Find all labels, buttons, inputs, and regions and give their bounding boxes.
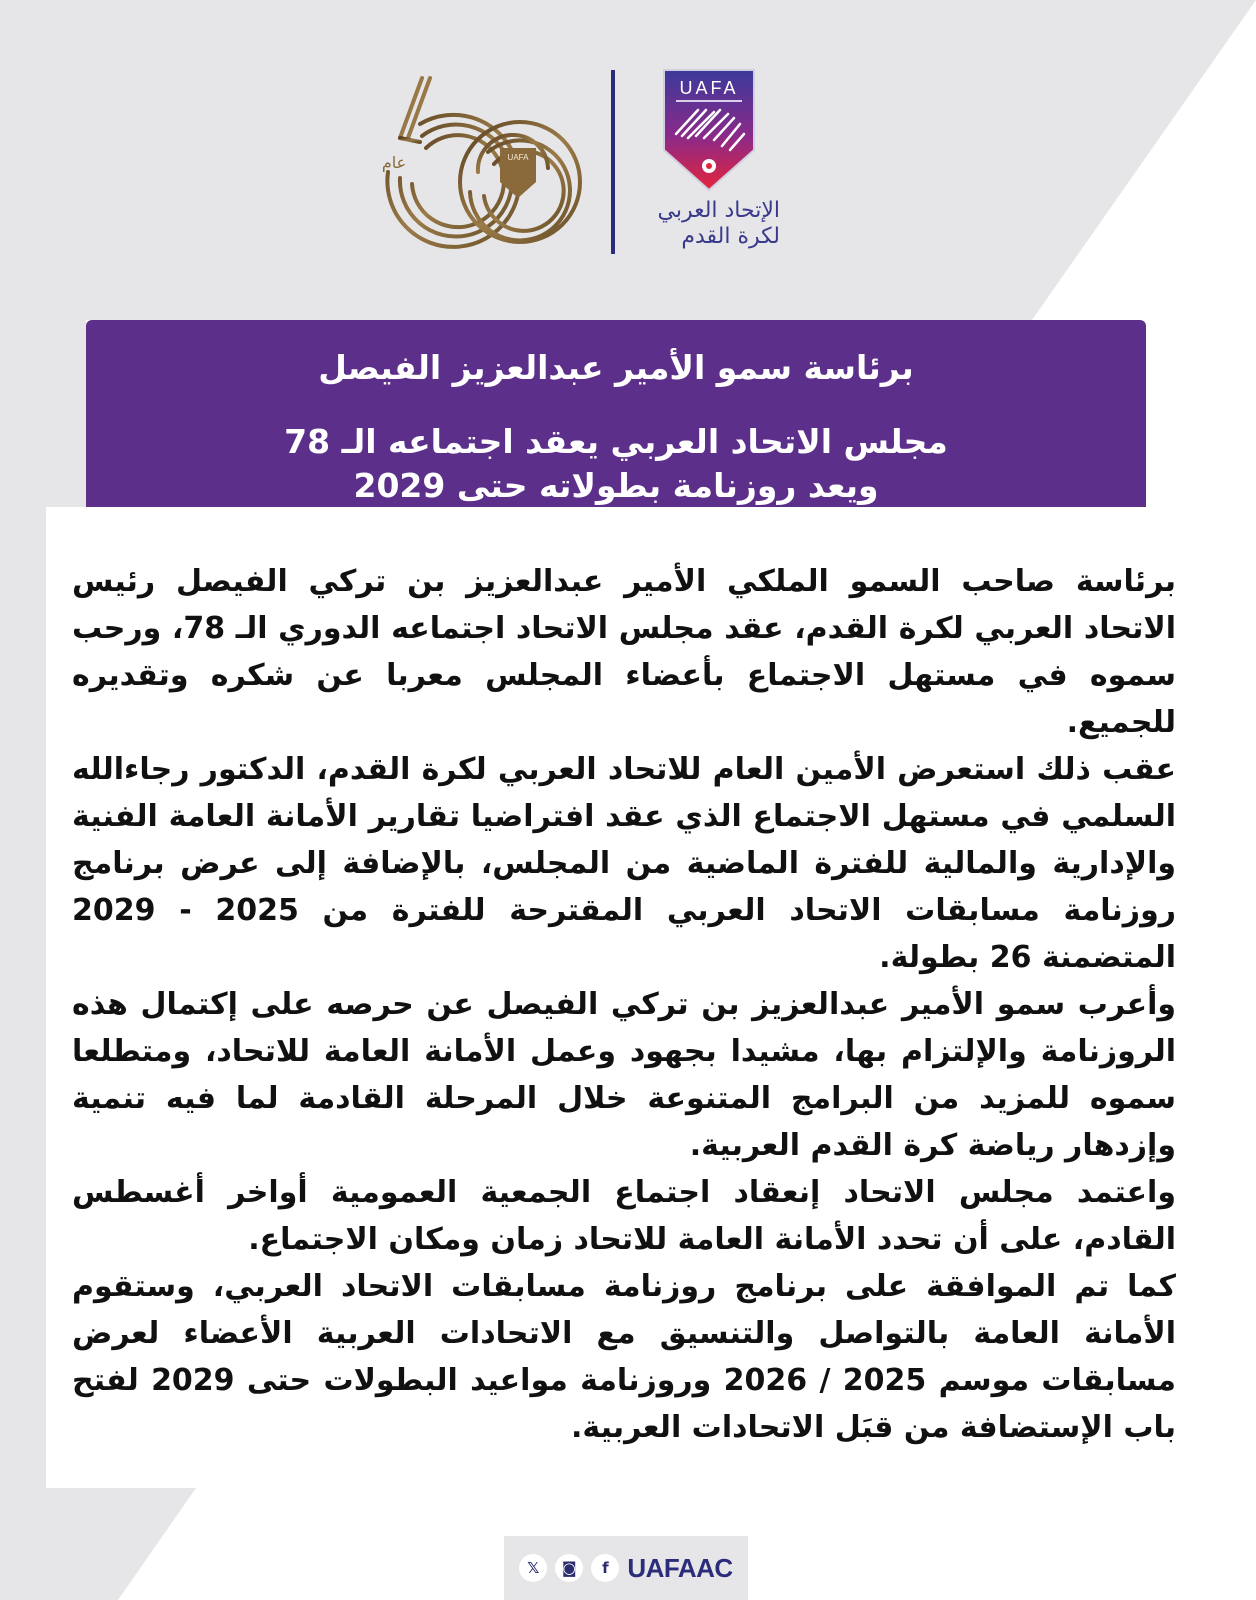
headline-title-line1: مجلس الاتحاد العربي يعقد اجتماعه الـ 78 [284,422,948,461]
uafa-name-line2: لكرة القدم [681,224,780,249]
headline-banner [86,320,1146,538]
headline-subtitle: برئاسة سمو الأمير عبدالعزيز الفيصل [318,348,914,387]
uafa-name-line1: الإتحاد العربي [657,198,780,223]
uafa-name-text [620,198,780,250]
article-body [72,558,1176,1451]
social-handle: UAFAAC [627,1552,733,1583]
article-paragraph: عقب ذلك استعرض الأمين العام للاتحاد العربي لكرة القدم، الدكتور رجاءالله السلمي في مستهل الاجتماع الذي عقد افتراضيا تقارير الأمانة العامة الفنية والإدارية والمالية للفترة الماضية من المجلس، بالإضافة إلى عرض برنامج روزنامة مسابقات الاتحاد العربي المقترحة للفترة من 2025 - 2029 المتضمنة 26 بطولة. [72,752,1176,975]
svg-text:عام: عام [381,153,407,172]
article-paragraph: برئاسة صاحب السمو الملكي الأمير عبدالعزيز بن تركي الفيصل رئيس الاتحاد العربي لكرة القدم، عقد مجلس الاتحاد اجتماعه الدوري الـ 78، ورحب سموه في مستهل الاجتماع بأعضاء المجلس معربا عن شكره وتقديره للجميع. [72,564,1176,740]
anniversary-50-logo [360,72,590,252]
article-paragraph: واعتمد مجلس الاتحاد إنعقاد اجتماع الجمعية العمومية أواخر أغسطس القادم، على أن تحدد الأمانة العامة للاتحاد زمان ومكان الاجتماع. [72,1175,1176,1257]
instagram-icon[interactable]: ◙ [555,1554,583,1582]
article-paragraph: وأعرب سمو الأمير عبدالعزيز بن تركي الفيصل عن حرصه على إكتمال هذه الروزنامة والإلتزام بها، مشيدا بجهود وعمل الأمانة العامة للاتحاد، ومتطلعا سموه للمزيد من البرامج المتنوعة خلال المرحلة القادمة لما فيه تنمية وإزدهار رياضة كرة القدم العربية. [72,987,1176,1163]
facebook-icon[interactable]: f [591,1554,619,1582]
x-icon[interactable]: 𝕏 [519,1554,547,1582]
headline-title-line2: ويعد روزنامة بطولاته حتى 2029 [353,466,879,505]
social-footer [504,1536,748,1600]
svg-text:UAFA: UAFA [507,153,529,162]
article-paragraph: كما تم الموافقة على برنامج روزنامة مسابقات الاتحاد العربي، وستقوم الأمانة العامة بالتواصل والتنسيق مع الاتحادات العربية الأعضاء لعرض مسابقات موسم 2025 / 2026 وروزنامة مواعيد البطولات حتى 2029 لفتح باب الإستضافة من قبَل الاتحادات العربية. [72,1269,1176,1445]
logo-divider [611,70,615,254]
header-logos [0,0,1256,280]
uafa-shield-logo [662,68,756,192]
svg-text:UAFA: UAFA [679,78,739,98]
headline-title [86,420,1146,508]
